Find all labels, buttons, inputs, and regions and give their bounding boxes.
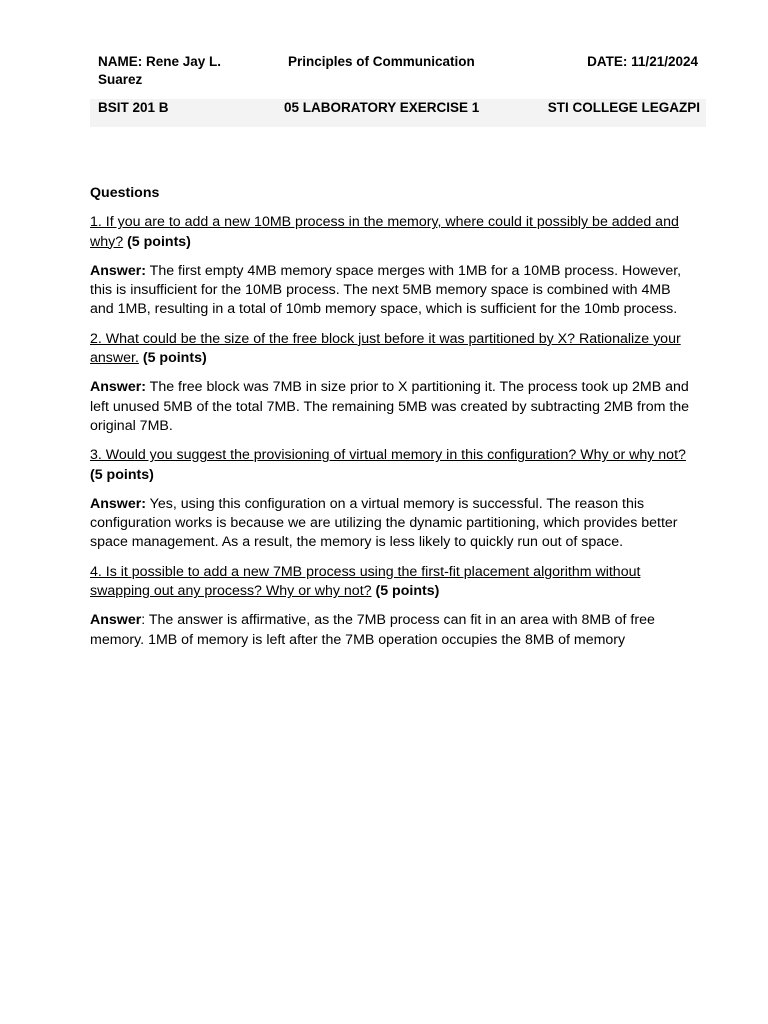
date-field: DATE: 11/21/2024 bbox=[587, 54, 698, 69]
school-name: STI COLLEGE LEGAZPI bbox=[547, 100, 700, 115]
question-text: 2. What could be the size of the free block just before it was partitioned by X? Rationalize your answer. bbox=[90, 330, 681, 367]
document-body bbox=[90, 184, 690, 660]
answer-4 bbox=[90, 611, 690, 650]
question-1 bbox=[90, 213, 690, 252]
header-row-2 bbox=[90, 99, 706, 127]
question-points: (5 points) bbox=[371, 583, 440, 600]
questions-heading: Questions bbox=[90, 185, 160, 201]
answer-text: The first empty 4MB memory space merges with 1MB for a 10MB process. However, this is insufficient for the 10MB process. The next 5MB memory space is combined with 4MB and 1MB, resulting in a total of 10mb memory space, which is sufficient for the 10mb process. bbox=[90, 262, 682, 318]
subject-title: Principles of Communication bbox=[288, 54, 475, 69]
question-text: 4. Is it possible to add a new 7MB process using the first-fit placement algorithm without swapping out any process? Why or why not? bbox=[90, 563, 641, 600]
answer-2 bbox=[90, 378, 690, 436]
question-text: 3. Would you suggest the provisioning of virtual memory in this configuration? Why or why not? bbox=[90, 447, 686, 464]
answer-text: The free block was 7MB in size prior to X partitioning it. The process took up 2MB and left unused 5MB of the total 7MB. The remaining 5MB was created by subtracting 2MB from the original 7MB. bbox=[90, 379, 690, 434]
question-points: (5 points) bbox=[123, 233, 191, 250]
exercise-title: 05 LABORATORY EXERCISE 1 bbox=[284, 100, 480, 115]
answer-label: Answer: bbox=[90, 495, 146, 512]
answer-label: Answer: bbox=[90, 379, 146, 396]
answer-label: Answer: bbox=[90, 262, 146, 279]
question-text: 1. If you are to add a new 10MB process in the memory, where could it possibly be added and why? bbox=[90, 214, 679, 250]
header-row-1 bbox=[90, 53, 706, 99]
question-points: (5 points) bbox=[138, 350, 207, 367]
question-4 bbox=[90, 563, 690, 602]
answer-1 bbox=[90, 262, 690, 320]
answer-text: : The answer is affirmative, as the 7MB process can fit in an area with 8MB of free memory. 1MB of memory is left after the 7MB operation occupies the 8MB of memory bbox=[90, 612, 655, 648]
answer-3 bbox=[90, 495, 690, 553]
question-2 bbox=[90, 330, 690, 369]
student-name: NAME: Rene Jay L. Suarez bbox=[98, 54, 222, 87]
section-field: BSIT 201 B bbox=[98, 100, 169, 115]
answer-label: Answer bbox=[90, 612, 142, 629]
question-3 bbox=[90, 446, 690, 485]
header-table bbox=[90, 53, 706, 127]
answer-text: Yes, using this configuration on a virtual memory is successful. The reason this configuration works is because we are utilizing the dynamic partitioning, which provides better space management. As a result, the memory is less likely to quickly run out of space. bbox=[90, 495, 678, 551]
question-points: (5 points) bbox=[90, 466, 154, 483]
